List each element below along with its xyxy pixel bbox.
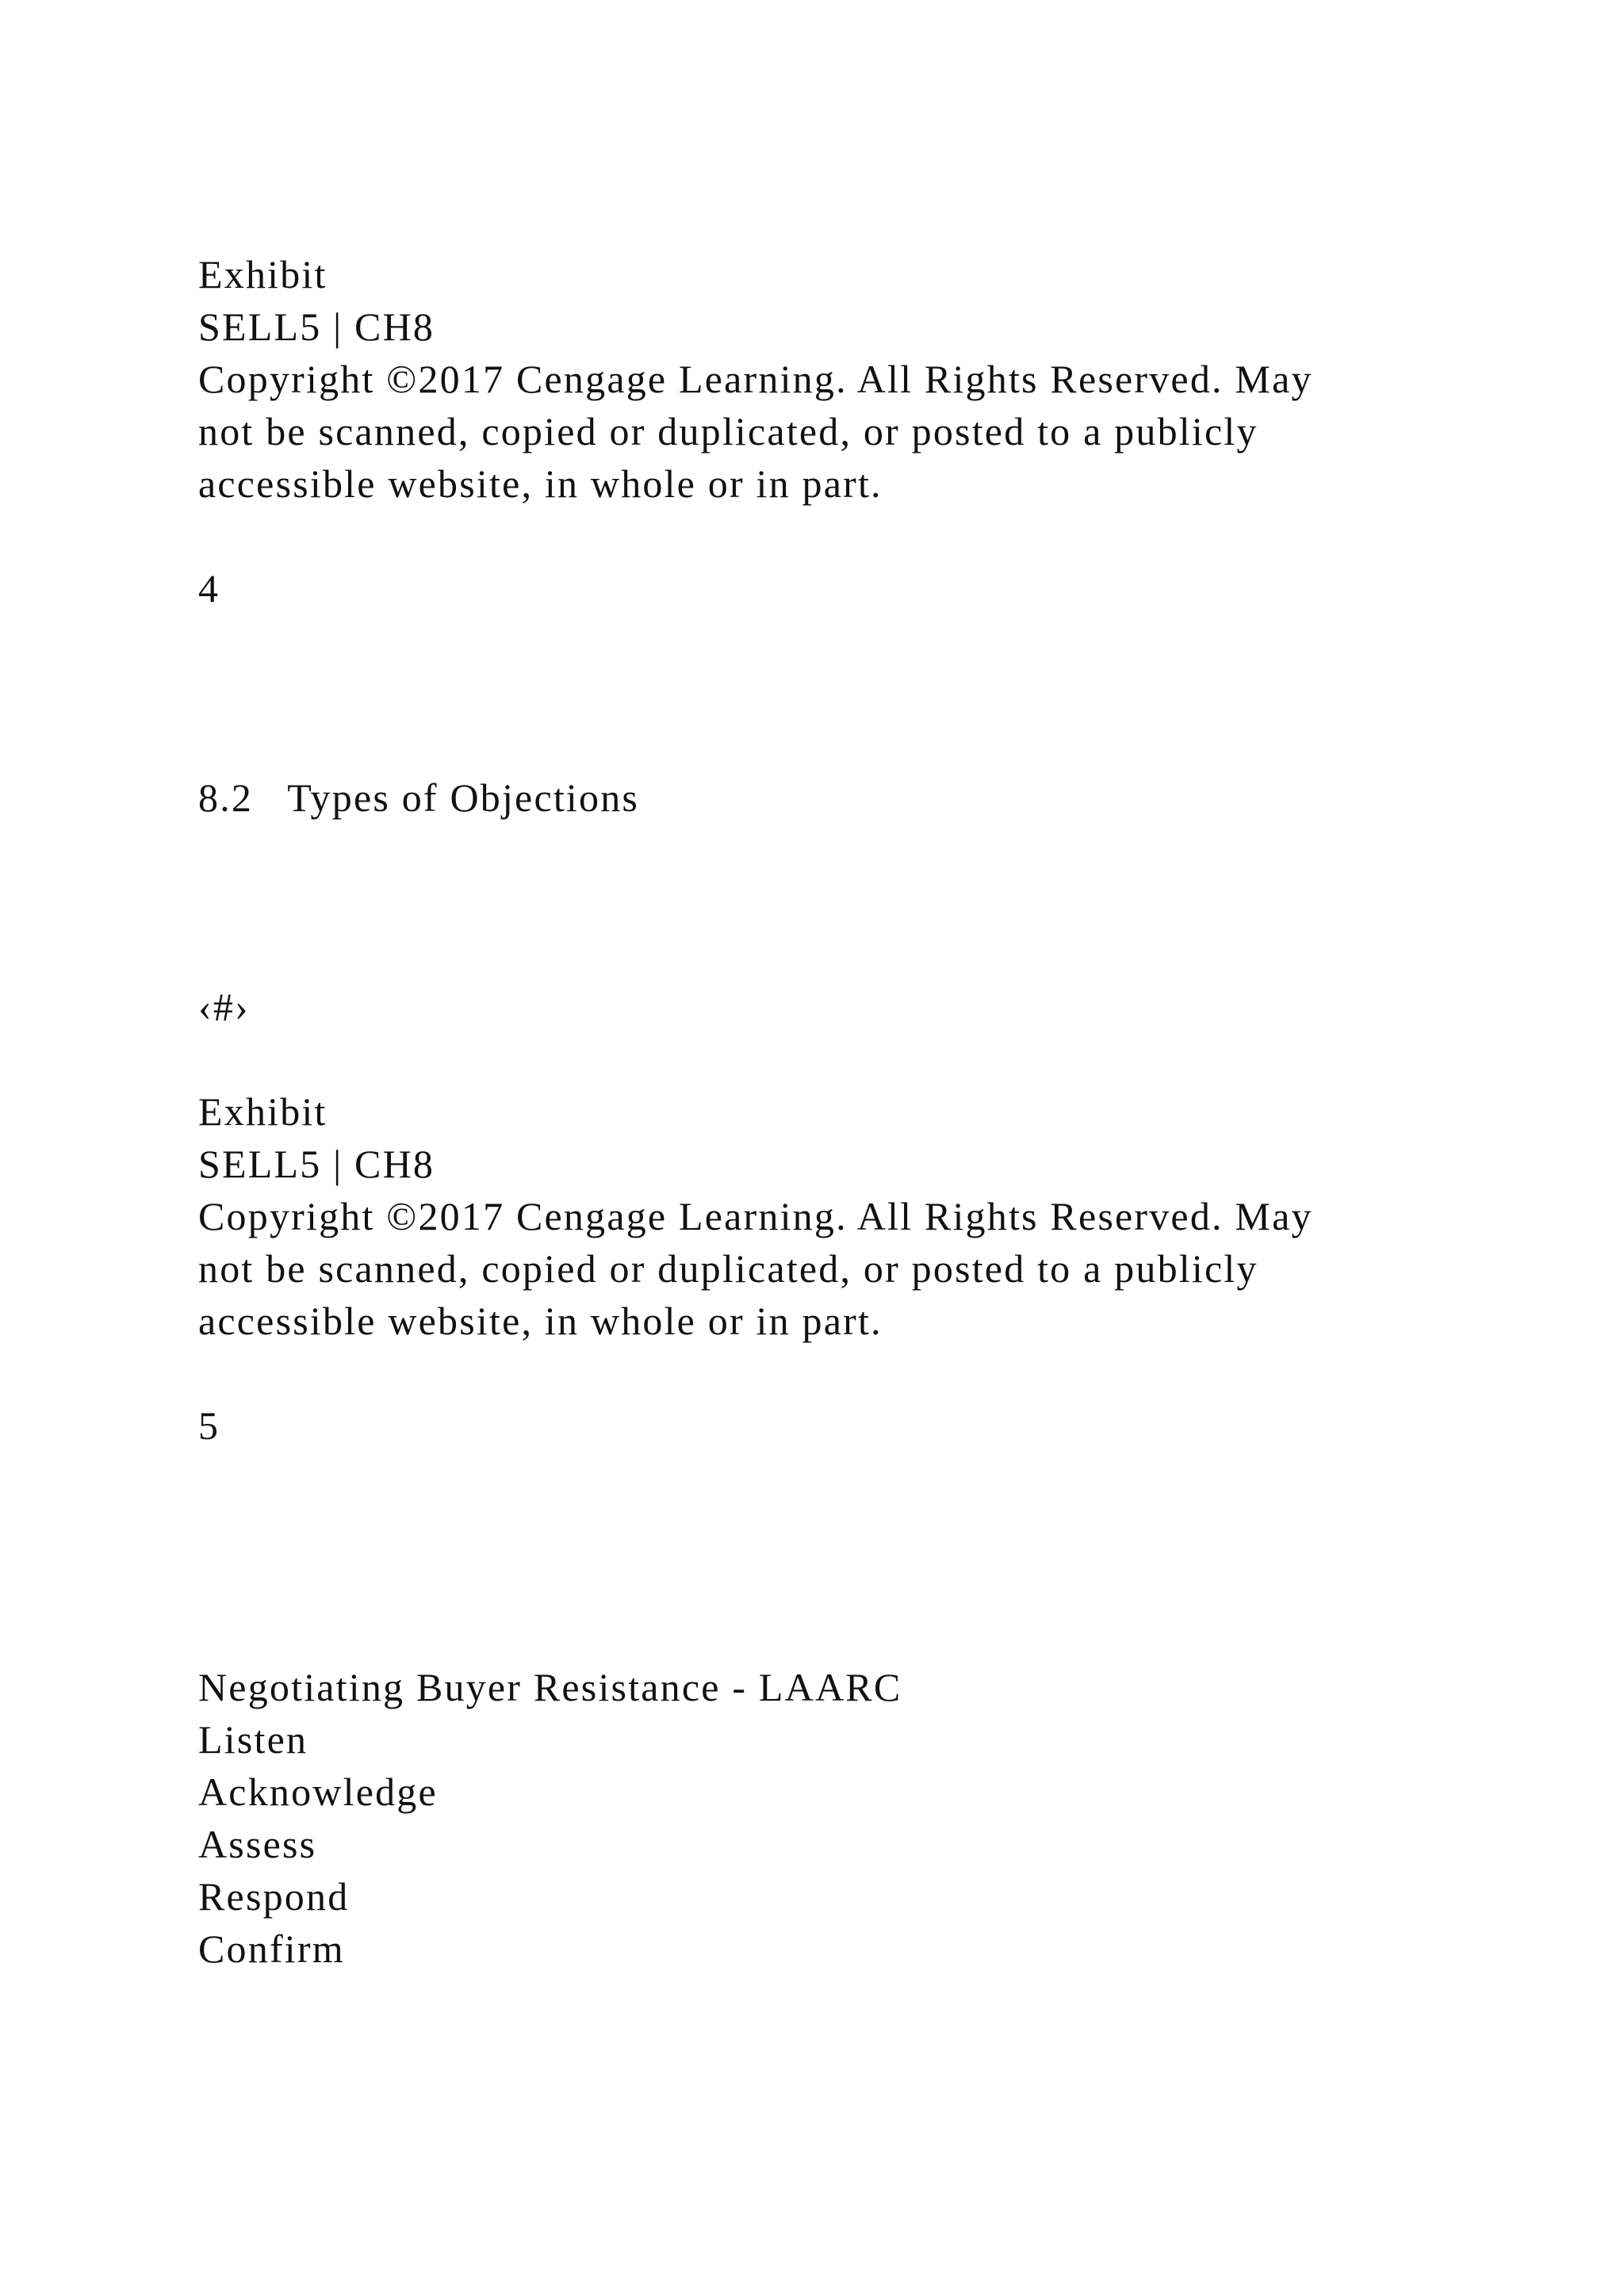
laarc-step-acknowledge: Acknowledge (198, 1770, 438, 1814)
page-number: 5 (198, 1403, 220, 1448)
copyright-line-1: Copyright ©2017 Cengage Learning. All Rights Reserved. May (198, 357, 1313, 401)
copyright-line-2: not be scanned, copied or duplicated, or posted to a publicly (198, 409, 1258, 453)
course-code: SELL5 | CH8 (198, 1142, 435, 1186)
laarc-step-respond: Respond (198, 1874, 350, 1919)
page-number: 4 (198, 566, 220, 610)
copyright-line-3: accessible website, in whole or in part. (198, 1299, 883, 1343)
laarc-title: Negotiating Buyer Resistance - LAARC (198, 1665, 902, 1709)
laarc-step-assess: Assess (198, 1822, 317, 1866)
section-heading: 8.2 Types of Objections (198, 775, 640, 820)
slide-number-placeholder: ‹#› (198, 985, 250, 1029)
copyright-line-1: Copyright ©2017 Cengage Learning. All Rights Reserved. May (198, 1194, 1313, 1238)
laarc-step-listen: Listen (198, 1717, 308, 1762)
laarc-step-confirm: Confirm (198, 1927, 345, 1971)
copyright-line-3: accessible website, in whole or in part. (198, 461, 883, 506)
exhibit-label: Exhibit (198, 252, 327, 297)
exhibit-label: Exhibit (198, 1089, 327, 1134)
copyright-line-2: not be scanned, copied or duplicated, or posted to a publicly (198, 1246, 1258, 1291)
course-code: SELL5 | CH8 (198, 304, 435, 349)
